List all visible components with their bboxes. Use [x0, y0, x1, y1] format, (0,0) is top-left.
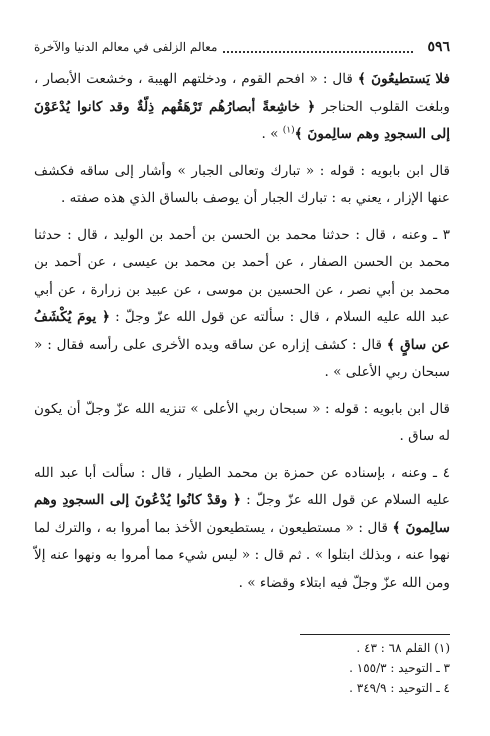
header-dot-leader — [223, 42, 413, 53]
main-text — [34, 66, 450, 597]
paragraph-text: قال ابن بابويه : قوله : « سبحان ربي الأعلى » تنزيه الله عزّ وجلّ أن يكون له ساق . — [34, 400, 450, 444]
page-number: ٥٩٦ — [427, 39, 450, 55]
paragraph — [34, 396, 450, 451]
paragraph — [34, 66, 450, 149]
paragraph-tail: » . — [261, 126, 283, 142]
paragraph — [34, 222, 450, 387]
paragraph-text: قال : « افحم القوم ، ودخلتهم الهيبة ، وخشعت الأبصار ، وبلغت القلوب الحناجر — [34, 71, 450, 115]
quran-quote: ﴿ خاشِعةً أبصارُهُم تَرْهَقُهم ذِلّةٌ وقد كانوا يُدْعَوْنَ إلى السجودِ وهم سالِمونَ ﴾ — [34, 98, 450, 142]
footnotes — [250, 638, 450, 698]
book-title: معالم الزلفى في معالم الدنيا والآخرة — [34, 40, 218, 54]
paragraph — [34, 158, 450, 213]
paragraph-text: ٣ ـ وعنه ، قال : حدثنا محمد بن الحسن بن أحمد بن الوليد ، قال : حدثنا محمد بن الحسن الصفار ، عن أحمد بن محمد بن عيسى ، عن أحمد بن محمد بن أبي نصر ، عن الحسين بن موسى ، عن عبيد بن زرارة ، عن أبي عبد الله عليه السلام ، قال : سألته عن قول الله عزّ وجلّ : — [34, 226, 450, 325]
quran-quote: ﴿ يومَ يُكْشَفُ عن ساقٍ ﴾ — [34, 309, 451, 353]
paragraph — [34, 460, 450, 598]
verse-lead: فلا يَستطيعُونَ ﴾ — [357, 71, 450, 87]
footnote-divider — [300, 634, 450, 635]
paragraph-tail: قال : « مستطيعون ، يستطيعون الأخذ بما أمروا به ، والترك لما نهوا عنه ، وبذلك ابتلوا » . ثم قال : « ليس شيء مما أمروا به ونهوا عنه إلاّ ومن الله عزّ وجلّ فيه ابتلاء وقضاء » . — [34, 519, 450, 591]
paragraph-text: ٤ ـ وعنه ، بإسناده عن حمزة بن محمد الطيار ، قال : سألت أبا عبد الله عليه السلام عن قول الله عزّ وجلّ : — [34, 464, 450, 508]
footnote: ٣ ـ التوحيد : ١٥٥/٣ . — [349, 661, 450, 675]
paragraph-tail: قال : كشف إزاره عن ساقه ويده الأخرى على رأسه فقال : « سبحان ربي الأعلى » . — [34, 336, 450, 380]
footnote-marker: (١) — [282, 125, 295, 136]
footnote: ٤ ـ التوحيد : ٣٤٩/٩ . — [349, 681, 450, 695]
paragraph-text: قال ابن بابويه : قوله : « تبارك وتعالى الجبار » وأشار إلى ساقه فكشف عنها الإزار ، يعني به : تبارك الجبار أن يوصف بالساق الذي هذه صفته . — [34, 162, 450, 206]
running-header — [34, 34, 450, 60]
footnote: (١) القلم ٦٨ : ٤٣ . — [356, 641, 450, 655]
quran-quote: ﴿ وقدْ كانُوا يُدْعُونَ إلى السجودِ وهم سالِمونَ ﴾ — [34, 492, 450, 536]
